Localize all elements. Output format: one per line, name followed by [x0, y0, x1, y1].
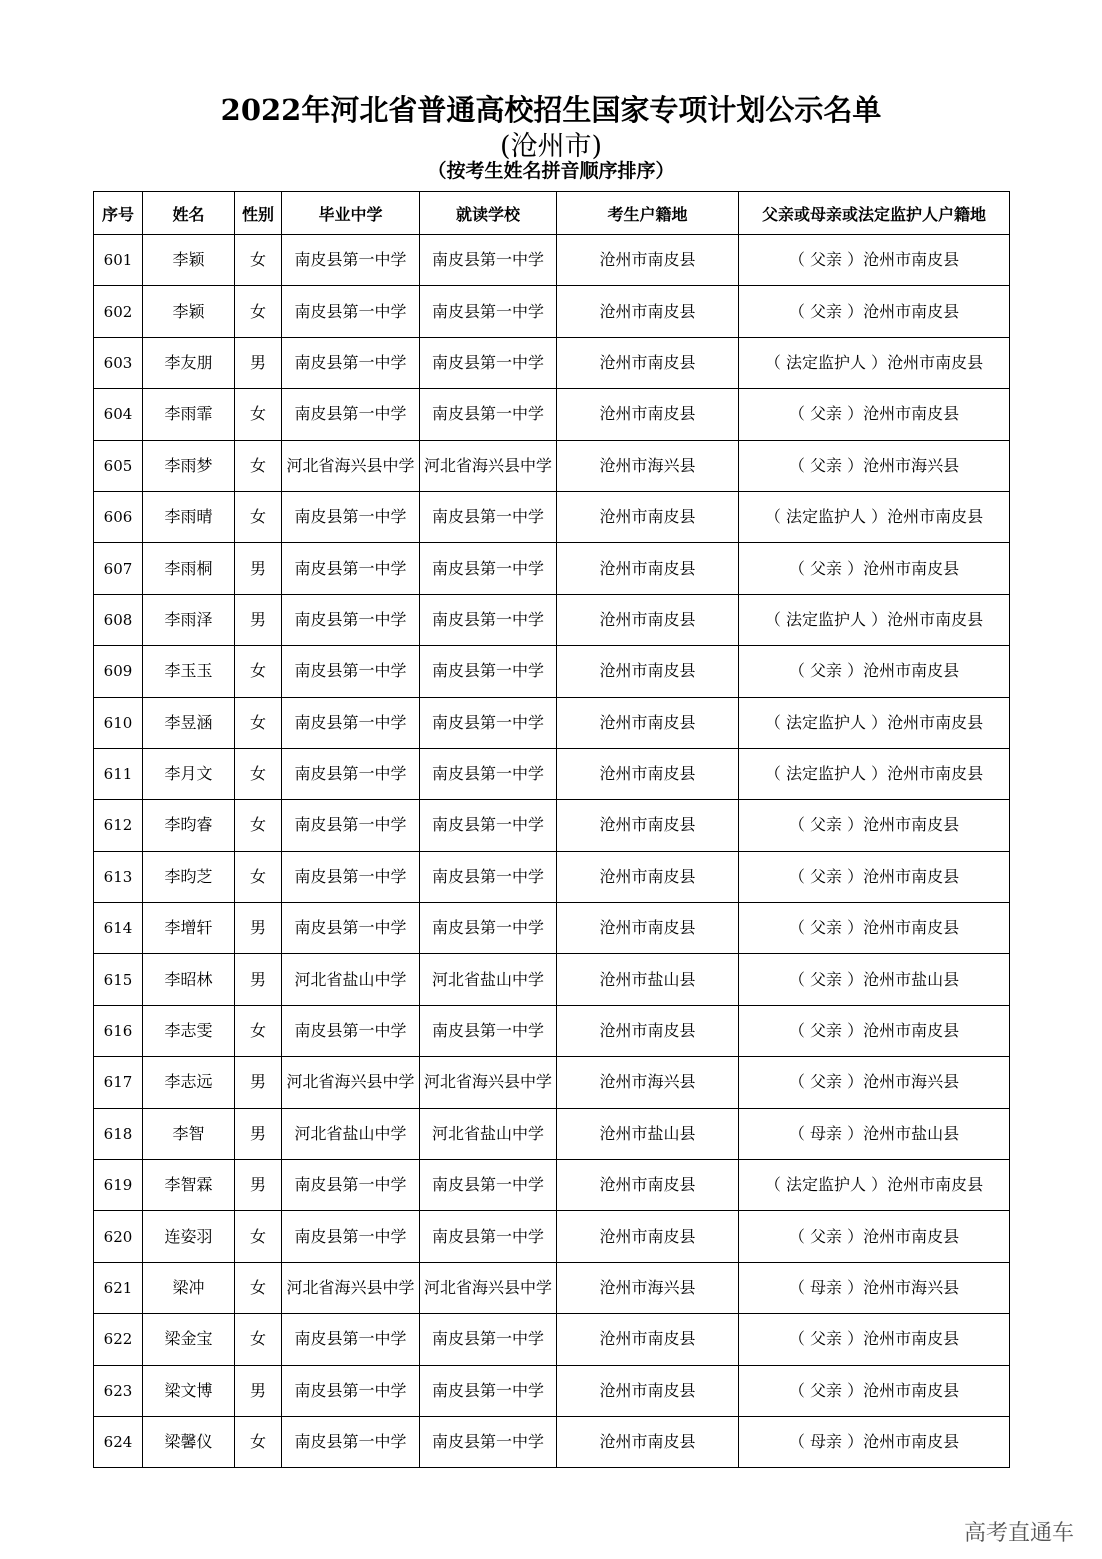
table-row: [94, 1314, 1010, 1365]
current-school: 南皮县第一中学: [420, 851, 557, 902]
parent-household: （ 父亲 ）沧州市南皮县: [739, 235, 1010, 286]
row-index: 606: [94, 491, 143, 542]
current-school: 南皮县第一中学: [420, 1005, 557, 1056]
student-household: 沧州市南皮县: [557, 646, 739, 697]
gender: 女: [235, 1416, 282, 1467]
parent-household: （ 父亲 ）沧州市南皮县: [739, 800, 1010, 851]
graduation-school: 河北省盐山中学: [282, 954, 420, 1005]
current-school: 南皮县第一中学: [420, 337, 557, 388]
table-row: [94, 1211, 1010, 1262]
table-row: [94, 594, 1010, 645]
parent-household: （ 法定监护人 ）沧州市南皮县: [739, 491, 1010, 542]
student-household: 沧州市南皮县: [557, 903, 739, 954]
parent-household: （ 父亲 ）沧州市南皮县: [739, 1314, 1010, 1365]
student-household: 沧州市南皮县: [557, 1365, 739, 1416]
parent-household: （ 法定监护人 ）沧州市南皮县: [739, 594, 1010, 645]
graduation-school: 南皮县第一中学: [282, 1160, 420, 1211]
student-household: 沧州市盐山县: [557, 1108, 739, 1159]
table-header-row: [94, 192, 1010, 235]
parent-household: （ 父亲 ）沧州市盐山县: [739, 954, 1010, 1005]
gender: 男: [235, 1057, 282, 1108]
graduation-school: 南皮县第一中学: [282, 1416, 420, 1467]
table-row: [94, 440, 1010, 491]
table-row: [94, 1416, 1010, 1467]
gender: 女: [235, 1005, 282, 1056]
graduation-school: 南皮县第一中学: [282, 594, 420, 645]
current-school: 河北省海兴县中学: [420, 440, 557, 491]
header-student-household: 考生户籍地: [557, 192, 739, 235]
current-school: 河北省海兴县中学: [420, 1057, 557, 1108]
student-household: 沧州市南皮县: [557, 697, 739, 748]
graduation-school: 南皮县第一中学: [282, 491, 420, 542]
parent-household: （ 母亲 ）沧州市南皮县: [739, 1416, 1010, 1467]
current-school: 南皮县第一中学: [420, 1160, 557, 1211]
row-index: 613: [94, 851, 143, 902]
student-name: 李志远: [143, 1057, 235, 1108]
student-household: 沧州市海兴县: [557, 1057, 739, 1108]
row-index: 612: [94, 800, 143, 851]
student-household: 沧州市南皮县: [557, 543, 739, 594]
graduation-school: 河北省海兴县中学: [282, 1262, 420, 1313]
student-household: 沧州市南皮县: [557, 235, 739, 286]
parent-household: （ 父亲 ）沧州市南皮县: [739, 286, 1010, 337]
gender: 女: [235, 1314, 282, 1365]
watermark-text: 高考直通车: [963, 1521, 1074, 1546]
graduation-school: 南皮县第一中学: [282, 1365, 420, 1416]
student-name: 李志雯: [143, 1005, 235, 1056]
student-name: 李雨霏: [143, 389, 235, 440]
student-name: 梁金宝: [143, 1314, 235, 1365]
gender: 女: [235, 235, 282, 286]
row-index: 608: [94, 594, 143, 645]
graduation-school: 河北省海兴县中学: [282, 440, 420, 491]
row-index: 623: [94, 1365, 143, 1416]
table-row: [94, 954, 1010, 1005]
graduation-school: 南皮县第一中学: [282, 543, 420, 594]
student-name: 李昭林: [143, 954, 235, 1005]
gender: 男: [235, 954, 282, 1005]
gender: 男: [235, 1365, 282, 1416]
student-name: 李颖: [143, 286, 235, 337]
current-school: 南皮县第一中学: [420, 1211, 557, 1262]
graduation-school: 南皮县第一中学: [282, 1005, 420, 1056]
student-name: 李玉玉: [143, 646, 235, 697]
row-index: 605: [94, 440, 143, 491]
parent-household: （ 法定监护人 ）沧州市南皮县: [739, 1160, 1010, 1211]
student-name: 李昀睿: [143, 800, 235, 851]
row-index: 610: [94, 697, 143, 748]
current-school: 河北省盐山中学: [420, 1108, 557, 1159]
graduation-school: 南皮县第一中学: [282, 235, 420, 286]
current-school: 南皮县第一中学: [420, 543, 557, 594]
student-name: 李友朋: [143, 337, 235, 388]
current-school: 南皮县第一中学: [420, 594, 557, 645]
parent-household: （ 法定监护人 ）沧州市南皮县: [739, 748, 1010, 799]
graduation-school: 南皮县第一中学: [282, 903, 420, 954]
current-school: 南皮县第一中学: [420, 1416, 557, 1467]
current-school: 河北省盐山中学: [420, 954, 557, 1005]
gender: 男: [235, 543, 282, 594]
graduation-school: 南皮县第一中学: [282, 851, 420, 902]
table-row: [94, 1108, 1010, 1159]
parent-household: （ 父亲 ）沧州市南皮县: [739, 543, 1010, 594]
parent-household: （ 法定监护人 ）沧州市南皮县: [739, 697, 1010, 748]
graduation-school: 南皮县第一中学: [282, 337, 420, 388]
student-name: 李昀芝: [143, 851, 235, 902]
gender: 女: [235, 1262, 282, 1313]
header-name: 姓名: [143, 192, 235, 235]
table-row: [94, 235, 1010, 286]
gender: 女: [235, 440, 282, 491]
row-index: 603: [94, 337, 143, 388]
row-index: 607: [94, 543, 143, 594]
student-household: 沧州市盐山县: [557, 954, 739, 1005]
current-school: 南皮县第一中学: [420, 903, 557, 954]
table-row: [94, 1057, 1010, 1108]
table-row: [94, 1262, 1010, 1313]
document-subtitle: (沧州市): [499, 131, 603, 162]
table-row: [94, 1005, 1010, 1056]
parent-household: （ 父亲 ）沧州市南皮县: [739, 1365, 1010, 1416]
table-row: [94, 903, 1010, 954]
row-index: 621: [94, 1262, 143, 1313]
parent-household: （ 母亲 ）沧州市海兴县: [739, 1262, 1010, 1313]
header-gender: 性别: [235, 192, 282, 235]
current-school: 南皮县第一中学: [420, 800, 557, 851]
graduation-school: 南皮县第一中学: [282, 800, 420, 851]
row-index: 620: [94, 1211, 143, 1262]
student-name: 李智霖: [143, 1160, 235, 1211]
student-name: 李月文: [143, 748, 235, 799]
row-index: 624: [94, 1416, 143, 1467]
current-school: 南皮县第一中学: [420, 646, 557, 697]
parent-household: （ 父亲 ）沧州市南皮县: [739, 389, 1010, 440]
student-household: 沧州市南皮县: [557, 491, 739, 542]
student-household: 沧州市南皮县: [557, 286, 739, 337]
graduation-school: 南皮县第一中学: [282, 748, 420, 799]
graduation-school: 南皮县第一中学: [282, 1211, 420, 1262]
gender: 女: [235, 286, 282, 337]
row-index: 602: [94, 286, 143, 337]
gender: 女: [235, 491, 282, 542]
header-current-school: 就读学校: [420, 192, 557, 235]
student-household: 沧州市南皮县: [557, 1160, 739, 1211]
table-row: [94, 851, 1010, 902]
table-row: [94, 491, 1010, 542]
table-row: [94, 1160, 1010, 1211]
current-school: 南皮县第一中学: [420, 235, 557, 286]
student-name: 连姿羽: [143, 1211, 235, 1262]
student-name: 李昱涵: [143, 697, 235, 748]
student-household: 沧州市南皮县: [557, 1211, 739, 1262]
table-row: [94, 646, 1010, 697]
student-household: 沧州市南皮县: [557, 800, 739, 851]
row-index: 618: [94, 1108, 143, 1159]
gender: 男: [235, 903, 282, 954]
row-index: 615: [94, 954, 143, 1005]
student-household: 沧州市南皮县: [557, 748, 739, 799]
current-school: 南皮县第一中学: [420, 748, 557, 799]
document-title: 2022年河北省普通高校招生国家专项计划公示名单: [220, 93, 882, 127]
student-name: 李智: [143, 1108, 235, 1159]
student-household: 沧州市海兴县: [557, 1262, 739, 1313]
row-index: 614: [94, 903, 143, 954]
row-index: 622: [94, 1314, 143, 1365]
parent-household: （ 父亲 ）沧州市海兴县: [739, 440, 1010, 491]
sort-note: （按考生姓名拼音顺序排序）: [427, 160, 675, 182]
parent-household: （ 父亲 ）沧州市南皮县: [739, 851, 1010, 902]
gender: 女: [235, 800, 282, 851]
current-school: 南皮县第一中学: [420, 389, 557, 440]
current-school: 南皮县第一中学: [420, 286, 557, 337]
row-index: 611: [94, 748, 143, 799]
student-household: 沧州市南皮县: [557, 1314, 739, 1365]
gender: 女: [235, 748, 282, 799]
student-name: 李雨桐: [143, 543, 235, 594]
parent-household: （ 父亲 ）沧州市南皮县: [739, 646, 1010, 697]
row-index: 616: [94, 1005, 143, 1056]
row-index: 617: [94, 1057, 143, 1108]
graduation-school: 南皮县第一中学: [282, 286, 420, 337]
table-row: [94, 286, 1010, 337]
current-school: 南皮县第一中学: [420, 1314, 557, 1365]
parent-household: （ 法定监护人 ）沧州市南皮县: [739, 337, 1010, 388]
student-household: 沧州市南皮县: [557, 851, 739, 902]
header-graduation-school: 毕业中学: [282, 192, 420, 235]
graduation-school: 南皮县第一中学: [282, 697, 420, 748]
header-parent-household: 父亲或母亲或法定监护人户籍地: [739, 192, 1010, 235]
row-index: 619: [94, 1160, 143, 1211]
gender: 女: [235, 697, 282, 748]
student-name: 李雨梦: [143, 440, 235, 491]
parent-household: （ 父亲 ）沧州市南皮县: [739, 903, 1010, 954]
student-name: 李增轩: [143, 903, 235, 954]
student-household: 沧州市南皮县: [557, 337, 739, 388]
student-household: 沧州市南皮县: [557, 594, 739, 645]
table-row: [94, 697, 1010, 748]
current-school: 河北省海兴县中学: [420, 1262, 557, 1313]
table-row: [94, 1365, 1010, 1416]
student-name: 李雨晴: [143, 491, 235, 542]
student-name: 李雨泽: [143, 594, 235, 645]
student-name: 梁馨仪: [143, 1416, 235, 1467]
roster-table: [93, 191, 1010, 1468]
current-school: 南皮县第一中学: [420, 1365, 557, 1416]
gender: 女: [235, 851, 282, 902]
parent-household: （ 母亲 ）沧州市盐山县: [739, 1108, 1010, 1159]
gender: 男: [235, 1160, 282, 1211]
parent-household: （ 父亲 ）沧州市南皮县: [739, 1211, 1010, 1262]
table-row: [94, 337, 1010, 388]
gender: 女: [235, 1211, 282, 1262]
student-name: 梁冲: [143, 1262, 235, 1313]
graduation-school: 南皮县第一中学: [282, 1314, 420, 1365]
gender: 女: [235, 646, 282, 697]
graduation-school: 南皮县第一中学: [282, 646, 420, 697]
student-household: 沧州市南皮县: [557, 1005, 739, 1056]
table-row: [94, 748, 1010, 799]
table-row: [94, 800, 1010, 851]
graduation-school: 河北省盐山中学: [282, 1108, 420, 1159]
gender: 男: [235, 1108, 282, 1159]
student-name: 梁文博: [143, 1365, 235, 1416]
student-household: 沧州市南皮县: [557, 1416, 739, 1467]
student-household: 沧州市海兴县: [557, 440, 739, 491]
header-index: 序号: [94, 192, 143, 235]
student-household: 沧州市南皮县: [557, 389, 739, 440]
gender: 男: [235, 337, 282, 388]
row-index: 604: [94, 389, 143, 440]
graduation-school: 南皮县第一中学: [282, 389, 420, 440]
row-index: 601: [94, 235, 143, 286]
parent-household: （ 父亲 ）沧州市南皮县: [739, 1005, 1010, 1056]
gender: 男: [235, 594, 282, 645]
row-index: 609: [94, 646, 143, 697]
parent-household: （ 父亲 ）沧州市海兴县: [739, 1057, 1010, 1108]
graduation-school: 河北省海兴县中学: [282, 1057, 420, 1108]
current-school: 南皮县第一中学: [420, 697, 557, 748]
student-name: 李颖: [143, 235, 235, 286]
gender: 女: [235, 389, 282, 440]
table-row: [94, 389, 1010, 440]
current-school: 南皮县第一中学: [420, 491, 557, 542]
table-row: [94, 543, 1010, 594]
